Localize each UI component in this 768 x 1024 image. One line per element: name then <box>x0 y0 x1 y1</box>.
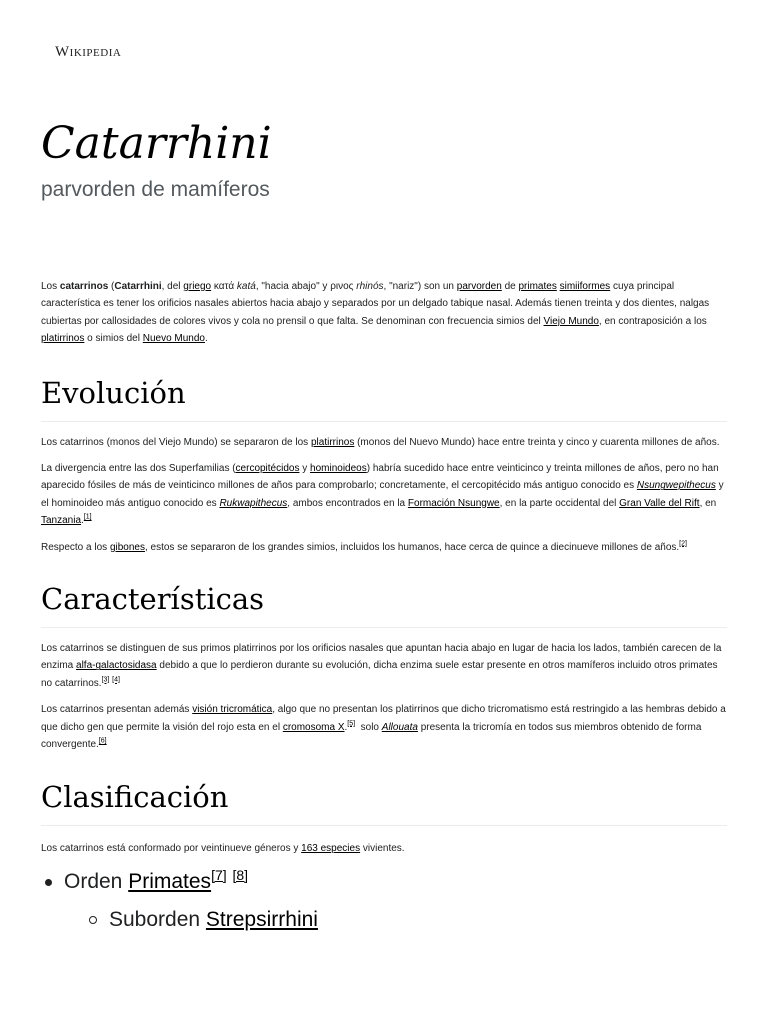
link-tanzania[interactable]: Tanzania <box>41 515 82 527</box>
italic-rhinos: rhinós <box>356 281 384 292</box>
italic-kata: katá <box>236 281 256 292</box>
text: vivientes. <box>360 842 405 854</box>
reference-link[interactable]: [8] <box>232 866 249 883</box>
caracteristicas-paragraph-1 <box>41 640 727 692</box>
disc-bullet-icon <box>45 879 52 886</box>
link-rukwapithecus[interactable]: Rukwapithecus <box>219 497 288 509</box>
taxonomy-list <box>41 863 727 939</box>
text: Los catarrinos se distinguen de sus primos platirrinos por los orificios nasales que apuntan hacia abajo en lugar de hacia los lados, también carecen de la enzima <box>41 643 722 672</box>
heading-clasificacion: Clasificación <box>41 780 727 826</box>
link-163-especies[interactable]: 163 especies <box>301 842 361 854</box>
text: , "nariz") son un <box>383 281 457 292</box>
link-cercopitecidos[interactable]: cercopitécidos <box>235 463 300 475</box>
list-item-prefix: Orden <box>64 869 129 893</box>
list-item-orden <box>41 863 727 901</box>
evolucion-paragraph-2 <box>41 460 727 530</box>
list-item-suborden <box>41 901 727 939</box>
page-title: Catarrhini <box>41 118 272 169</box>
list-item-prefix: Suborden <box>109 907 206 931</box>
text: , ambos encontrados en la <box>287 497 408 509</box>
evolucion-paragraph-3 <box>41 539 727 556</box>
text: La divergencia entre las dos Superfamilias ( <box>41 463 236 475</box>
text: , en la parte occidental del <box>499 497 620 509</box>
heading-caracteristicas: Características <box>41 582 727 628</box>
link-parvorden[interactable]: parvorden <box>456 281 502 292</box>
link-allouata[interactable]: Allouata <box>381 721 418 733</box>
reference-link[interactable]: [3] <box>101 676 110 684</box>
link-vision-tricromatica[interactable]: visión tricromática <box>192 704 273 716</box>
text: . <box>204 333 208 345</box>
heading-evolucion: Evolución <box>41 376 727 422</box>
text: , del <box>161 281 184 292</box>
text: , estos se separaron de los grandes simios, incluidos los humanos, hace cerca de quince a diecinueve millones de años. <box>144 541 680 553</box>
clasificacion-paragraph-1 <box>41 840 727 857</box>
text: (monos del Nuevo Mundo) hace entre treinta y cinco y cuarenta millones de años. <box>354 436 720 448</box>
text: y <box>299 463 311 475</box>
link-nsungwepithecus[interactable]: Nsungwepithecus <box>636 480 716 492</box>
link-hominoideos[interactable]: hominoideos <box>310 463 367 475</box>
text: Los catarrinos está conformado por veintinueve géneros y <box>41 842 302 854</box>
reference-link[interactable]: [7] <box>211 866 227 883</box>
circle-bullet-icon <box>89 916 97 924</box>
article-content <box>41 278 727 939</box>
text: , "hacia abajo" y ρινος <box>255 281 357 292</box>
text: o simios del <box>84 333 143 345</box>
text: ) habría sucedido hace entre veinticinco y treinta millones de años, pero no han aparecido fósiles de más de veinticinco millones de años para comprobarlo; concretamente, el cercopitécido más antiguo conocido es <box>41 463 719 492</box>
evolucion-paragraph-1 <box>41 434 727 451</box>
text: , en <box>699 497 717 509</box>
text: debido a que lo perdieron durante su evolución, dicha enzima suele estar presente en otros mamíferos incluido otros primates no catarrinos. <box>41 660 718 689</box>
link-viejo-mundo[interactable]: Viejo Mundo <box>543 315 599 327</box>
text: κατά <box>211 281 237 292</box>
link-gibones[interactable]: gibones <box>109 541 145 553</box>
link-primates-orden[interactable]: Primates <box>128 869 212 893</box>
link-griego[interactable]: griego <box>183 281 212 292</box>
link-platirrinos[interactable]: platirrinos <box>41 333 85 345</box>
link-nuevo-mundo[interactable]: Nuevo Mundo <box>142 333 205 345</box>
reference-link[interactable]: [2] <box>679 540 687 548</box>
text: Los catarrinos (monos del Viejo Mundo) se separaron de los <box>41 436 311 448</box>
bold-term-catarrinos: catarrinos <box>59 281 109 292</box>
text: . <box>344 721 348 733</box>
reference-link[interactable]: [4] <box>112 676 120 684</box>
text: Los catarrinos presentan además <box>41 704 193 716</box>
link-primates[interactable]: primates <box>518 281 557 292</box>
page-subtitle: parvorden de mamíferos <box>41 178 270 201</box>
text: ( <box>108 281 115 292</box>
text: , algo que no presentan los platirrinos que dicho tricromatismo está restringido a las hembras debido a que dicho gen que permite la visión del rojo esta en el <box>41 704 726 733</box>
reference-link[interactable]: [6] <box>98 737 107 745</box>
text: de <box>501 281 519 292</box>
text: , en contraposición a los <box>598 315 707 327</box>
wikipedia-wordmark[interactable]: Wikipedia <box>55 44 122 60</box>
reference-link[interactable]: [1] <box>83 513 92 521</box>
intro-paragraph <box>41 278 727 348</box>
text: . <box>81 515 84 527</box>
link-platirrinos[interactable]: platirrinos <box>310 436 355 448</box>
link-simiiformes[interactable]: simiiformes <box>559 281 611 292</box>
link-strepsirrhini[interactable]: Strepsirrhini <box>205 907 318 931</box>
text: solo <box>355 721 382 733</box>
link-alfa-galactosidasa[interactable]: alfa-galactosidasa <box>76 660 157 672</box>
text: Los <box>41 281 60 292</box>
reference-link[interactable]: [5] <box>347 720 356 728</box>
link-cromosoma-x[interactable]: cromosoma X <box>282 721 345 733</box>
text: y el hominoideo más antiguo conocido es <box>41 480 724 509</box>
caracteristicas-paragraph-2 <box>41 701 727 753</box>
text: Respecto a los <box>41 541 110 553</box>
link-formacion-nsungwe[interactable]: Formación Nsungwe <box>407 497 500 509</box>
text: presenta la tricromía en todos sus miembros obtenido de forma convergente. <box>41 721 702 751</box>
link-gran-valle-del-rift[interactable]: Gran Valle del Rift <box>619 497 700 509</box>
bold-term-catarrhini: Catarrhini <box>114 281 162 292</box>
text: cuya principal característica es tener los orificios nasales abiertos hacia abajo y separados por un delgado tabique nasal. Además tienen treinta y dos dientes, nalgas cubiertas por callosidades de colores vivos y cola no prensil o que falta. Se denominan con frecuencia simios del <box>41 281 710 327</box>
